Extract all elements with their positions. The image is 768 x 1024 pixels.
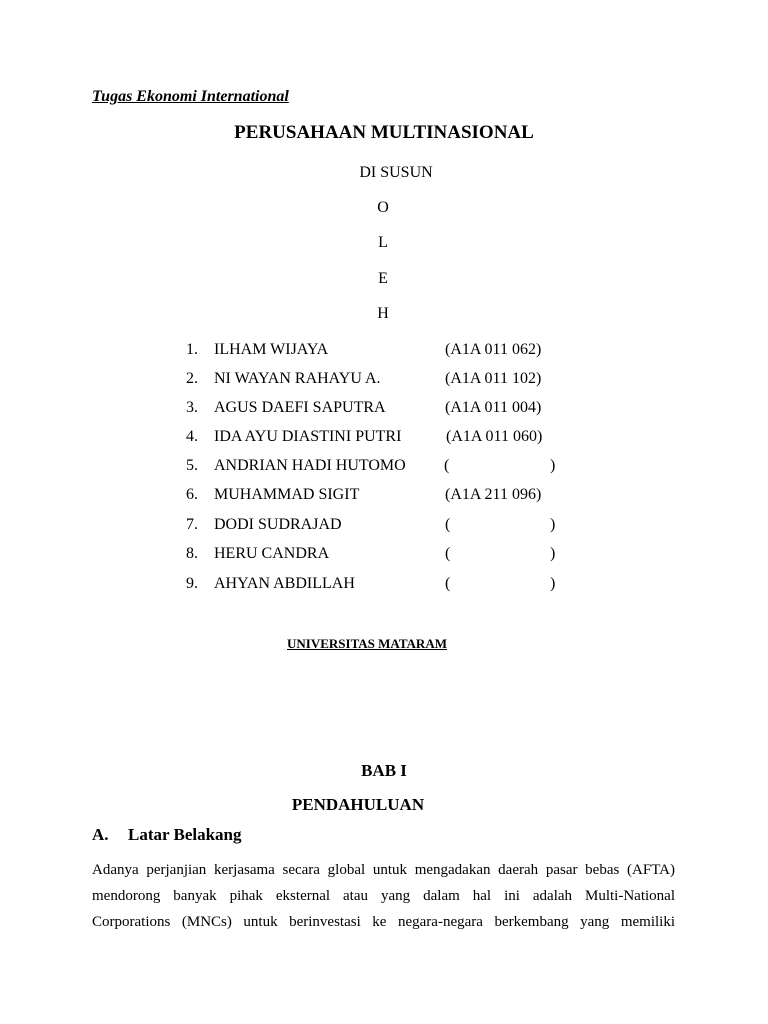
member-number: 4. — [186, 428, 198, 445]
member-name: AHYAN ABDILLAH — [214, 575, 355, 592]
member-row — [186, 341, 586, 361]
chapter-number: BAB I — [361, 761, 407, 780]
university-name: UNIVERSITAS MATARAM — [287, 636, 447, 651]
course-label: Tugas Ekonomi International — [92, 88, 289, 105]
member-nim-close: ) — [550, 575, 556, 592]
member-number: 9. — [186, 575, 198, 592]
member-number: 3. — [186, 399, 198, 416]
member-nim: ( — [444, 457, 450, 474]
oleh-letter: H — [377, 305, 389, 322]
member-nim: ( — [445, 545, 451, 562]
member-row — [186, 428, 586, 448]
member-nim-close: ) — [550, 516, 556, 533]
member-row — [186, 399, 586, 419]
member-number: 6. — [186, 486, 198, 503]
oleh-letter: L — [378, 234, 388, 251]
member-nim: (A1A 011 102) — [445, 370, 542, 387]
member-row — [186, 575, 586, 595]
member-number: 2. — [186, 370, 198, 387]
member-row — [186, 370, 586, 390]
member-nim: (A1A 211 096) — [445, 486, 542, 503]
disusun-label: DI SUSUN — [359, 164, 433, 181]
member-name: HERU CANDRA — [214, 545, 330, 562]
member-nim: ( — [445, 516, 451, 533]
member-number: 1. — [186, 341, 198, 358]
member-nim-close: ) — [550, 457, 556, 474]
member-name: DODI SUDRAJAD — [214, 516, 342, 533]
member-row — [186, 486, 586, 506]
member-name: MUHAMMAD SIGIT — [214, 486, 360, 503]
member-name: NI WAYAN RAHAYU A. — [214, 370, 381, 387]
member-nim: ( — [445, 575, 451, 592]
paragraph-line: Corporations (MNCs) untuk berinvestasi ke negara-negara berkembang yang memiliki — [92, 914, 675, 930]
oleh-letter: E — [378, 270, 388, 287]
paragraph-line: mendorong banyak pihak eksternal atau yang dalam hal ini adalah Multi-National — [92, 888, 675, 904]
section-letter: A. — [92, 825, 109, 844]
section-title: Latar Belakang — [128, 825, 242, 844]
member-nim: (A1A 011 004) — [445, 399, 542, 416]
member-row — [186, 516, 586, 536]
member-name: IDA AYU DIASTINI PUTRI — [214, 428, 402, 445]
body-paragraph — [92, 857, 675, 935]
member-number: 5. — [186, 457, 198, 474]
oleh-letter: O — [377, 199, 389, 216]
section-heading — [92, 825, 242, 845]
member-row — [186, 457, 586, 477]
chapter-title: PENDAHULUAN — [291, 795, 425, 814]
document-title: PERUSAHAAN MULTINASIONAL — [234, 122, 534, 143]
member-row — [186, 545, 586, 565]
paragraph-line: Adanya perjanjian kerjasama secara global untuk mengadakan daerah pasar bebas (AFTA) — [92, 862, 675, 878]
member-nim: (A1A 011 062) — [445, 341, 542, 358]
member-name: ILHAM WIJAYA — [214, 341, 329, 358]
member-number: 8. — [186, 545, 198, 562]
member-name: ANDRIAN HADI HUTOMO — [214, 457, 406, 474]
member-number: 7. — [186, 516, 198, 533]
member-nim: (A1A 011 060) — [446, 428, 543, 445]
member-nim-close: ) — [550, 545, 556, 562]
member-name: AGUS DAEFI SAPUTRA — [214, 399, 386, 416]
